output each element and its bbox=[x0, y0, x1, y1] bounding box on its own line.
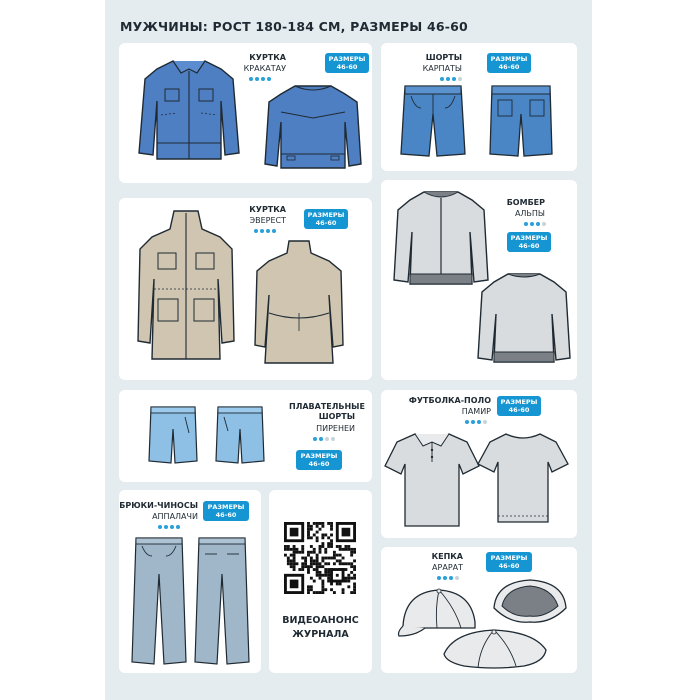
level-dot bbox=[176, 525, 180, 529]
qr-caption: ВИДЕОАНОНС ЖУРНАЛА bbox=[282, 615, 359, 640]
level-dot bbox=[443, 576, 447, 580]
level-dot bbox=[437, 576, 441, 580]
level-dot bbox=[477, 420, 481, 424]
level-dots bbox=[437, 576, 459, 580]
level-dot bbox=[452, 77, 456, 81]
level-dots bbox=[313, 437, 335, 441]
level-dot bbox=[524, 222, 528, 226]
level-dot bbox=[449, 576, 453, 580]
level-dot bbox=[266, 229, 270, 233]
chinos-back-illustration bbox=[193, 536, 251, 666]
level-dot bbox=[471, 420, 475, 424]
parka-back-illustration bbox=[253, 239, 345, 369]
item-subtitle: ПИРЕНЕИ bbox=[316, 424, 355, 433]
level-dot bbox=[440, 77, 444, 81]
item-title: КУРТКА bbox=[249, 53, 286, 62]
item-title: БОМБЕР bbox=[506, 198, 545, 207]
level-dots bbox=[524, 222, 546, 226]
level-dot bbox=[455, 576, 459, 580]
level-dot bbox=[542, 222, 546, 226]
level-dot bbox=[249, 77, 253, 81]
swim-shorts-back-illustration bbox=[214, 405, 266, 465]
level-dot bbox=[170, 525, 174, 529]
item-subtitle: ЭВЕРЕСТ bbox=[249, 216, 286, 225]
item-title: ПЛАВАТЕЛЬНЫЕ ШОРТЫ bbox=[289, 402, 365, 421]
level-dot bbox=[446, 77, 450, 81]
size-badge: РАЗМЕРЫ 46-60 bbox=[203, 501, 249, 521]
item-title: БРЮКИ-ЧИНОСЫ bbox=[119, 501, 198, 510]
level-dot bbox=[331, 437, 335, 441]
size-badge: РАЗМЕРЫ 46-60 bbox=[325, 53, 369, 73]
item-title: КУРТКА bbox=[249, 205, 286, 214]
level-dot bbox=[260, 229, 264, 233]
level-dots bbox=[249, 77, 271, 81]
item-subtitle: ПАМИР bbox=[461, 407, 491, 416]
item-subtitle: АППАЛАЧИ bbox=[152, 512, 198, 521]
item-title: ШОРТЫ bbox=[425, 53, 462, 62]
jacket-back-illustration bbox=[263, 82, 363, 174]
level-dot bbox=[536, 222, 540, 226]
item-subtitle: КАРПАТЫ bbox=[422, 64, 462, 73]
level-dot bbox=[267, 77, 271, 81]
level-dot bbox=[261, 77, 265, 81]
size-badge: РАЗМЕРЫ 46-60 bbox=[507, 232, 551, 252]
polo-back-illustration bbox=[476, 430, 570, 526]
level-dot bbox=[158, 525, 162, 529]
level-dot bbox=[313, 437, 317, 441]
level-dot bbox=[319, 437, 323, 441]
level-dots bbox=[440, 77, 462, 81]
swim-shorts-front-illustration bbox=[147, 405, 199, 465]
level-dots bbox=[254, 229, 276, 233]
jacket-front-illustration bbox=[137, 55, 241, 173]
cap-under-illustration bbox=[490, 578, 570, 626]
level-dots bbox=[465, 420, 487, 424]
level-dot bbox=[458, 77, 462, 81]
level-dot bbox=[465, 420, 469, 424]
item-title: КЕПКА bbox=[431, 552, 463, 561]
size-badge: РАЗМЕРЫ 46-60 bbox=[486, 552, 532, 572]
shorts-back-illustration bbox=[488, 84, 554, 158]
level-dot bbox=[325, 437, 329, 441]
level-dot bbox=[255, 77, 259, 81]
chinos-front-illustration bbox=[130, 536, 188, 666]
level-dot bbox=[272, 229, 276, 233]
level-dot bbox=[254, 229, 258, 233]
cap-top-illustration bbox=[440, 626, 550, 670]
size-badge: РАЗМЕРЫ 46-60 bbox=[296, 450, 342, 470]
size-badge: РАЗМЕРЫ 46-60 bbox=[304, 209, 348, 229]
parka-front-illustration bbox=[136, 209, 236, 369]
bomber-back-illustration bbox=[476, 270, 572, 366]
item-subtitle: КРАКАТАУ bbox=[243, 64, 286, 73]
qr-code[interactable] bbox=[284, 522, 356, 594]
item-title: ФУТБОЛКА-ПОЛО bbox=[408, 396, 491, 405]
shorts-front-illustration bbox=[399, 84, 467, 158]
polo-front-illustration bbox=[383, 430, 481, 530]
item-subtitle: АРАРАТ bbox=[432, 563, 463, 572]
size-badge: РАЗМЕРЫ 46-60 bbox=[497, 396, 541, 416]
page-heading: МУЖЧИНЫ: РОСТ 180-184 СМ, РАЗМЕРЫ 46-60 bbox=[120, 19, 468, 34]
level-dots bbox=[158, 525, 180, 529]
level-dot bbox=[483, 420, 487, 424]
size-badge: РАЗМЕРЫ 46-60 bbox=[487, 53, 531, 73]
level-dot bbox=[164, 525, 168, 529]
item-subtitle: АЛЬПЫ bbox=[514, 209, 545, 218]
level-dot bbox=[530, 222, 534, 226]
